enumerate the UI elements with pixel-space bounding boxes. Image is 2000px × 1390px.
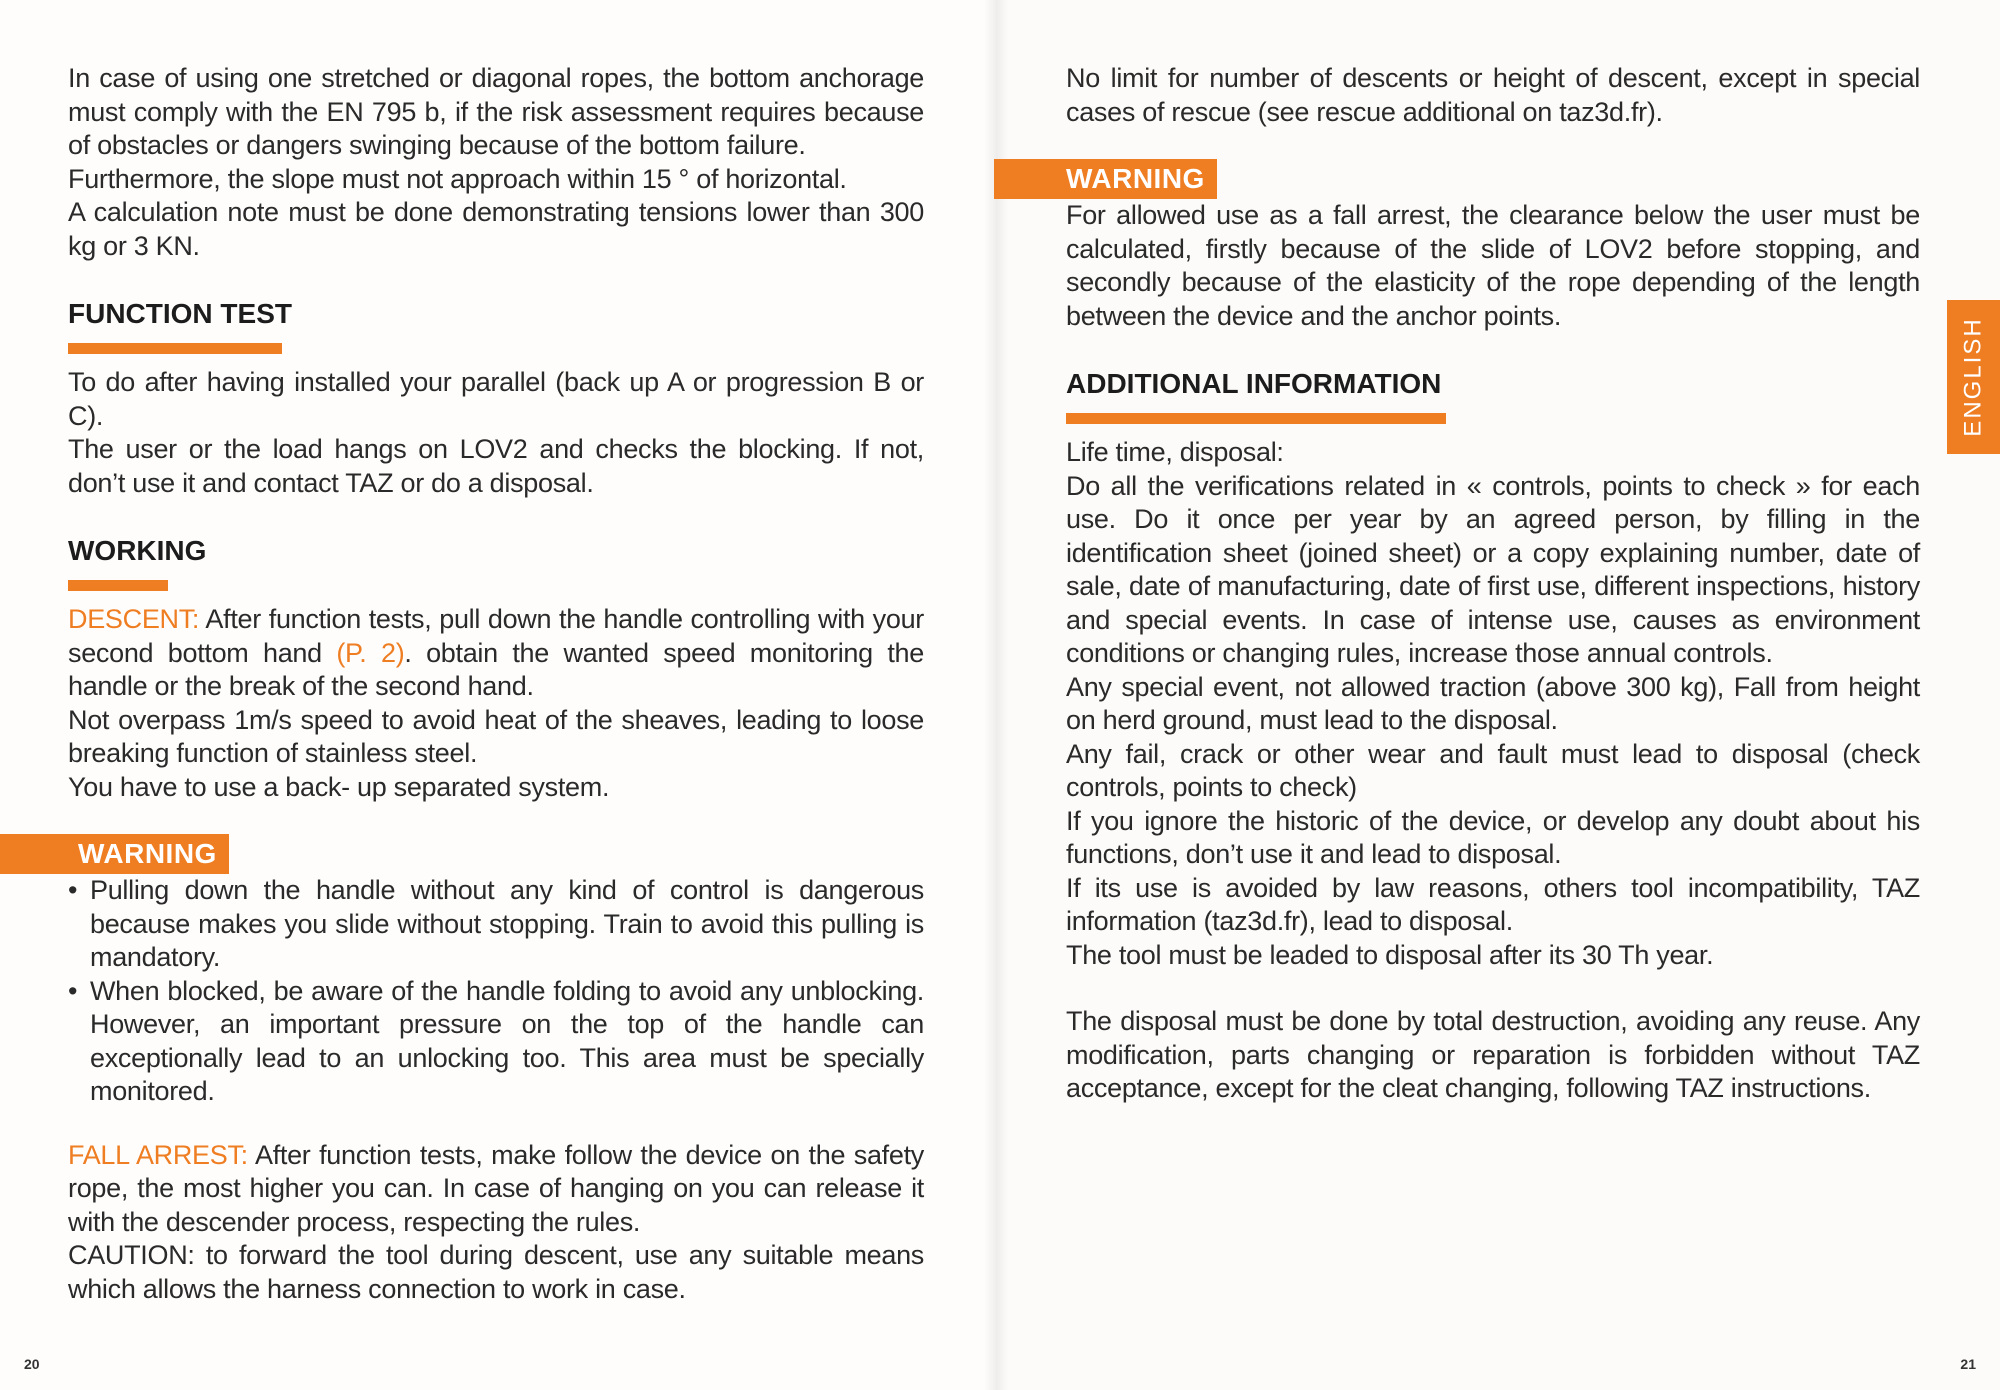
book-gutter: [984, 0, 1008, 1390]
intro-paragraph-1: In case of using one stretched or diagonal ropes, the bottom anchorage must comply with the EN 795 b, if the risk assessment requires because of obstacles or dangers swinging because of the bottom failure.: [68, 63, 924, 160]
fall-arrest-label: FALL ARREST:: [68, 1139, 248, 1170]
working-rule: [68, 580, 168, 591]
additional-paragraph-4: Any fail, crack or other wear and fault must lead to disposal (check controls, points to check): [1066, 738, 1920, 802]
additional-information-rule: [1066, 413, 1446, 424]
right-intro-paragraph: No limit for number of descents or height of descent, except in special cases of rescue (see rescue additional on taz3d.fr).: [1066, 63, 1920, 127]
right-warning-tag-wrapper: [994, 159, 1920, 199]
warning-tag-wrapper: [0, 834, 924, 874]
caution-paragraph: CAUTION: to forward the tool during descent, use any suitable means which allows the harness connection to work in case.: [68, 1240, 924, 1304]
additional-paragraph-3: Any special event, not allowed traction (above 300 kg), Fall from height on herd ground, must lead to the disposal.: [1066, 671, 1920, 735]
right-column: [1066, 62, 1920, 1106]
left-column: [68, 62, 924, 1306]
additional-paragraph-5: If you ignore the historic of the device, or develop any doubt about his functions, don’t use it and lead to disposal.: [1066, 805, 1920, 869]
working-paragraph-2: You have to use a back- up separated system.: [68, 771, 610, 802]
function-test-paragraph-1: To do after having installed your parallel (back up A or progression B or C).: [68, 367, 924, 431]
additional-paragraph-6: If its use is avoided by law reasons, others tool incompatibility, TAZ information (taz3d.fr), lead to disposal.: [1066, 872, 1920, 936]
warning-bullet-1: • Pulling down the handle without any kind of control is dangerous because makes you slide without stopping. Train to avoid this pulling is mandatory.: [68, 874, 924, 975]
intro-paragraph-3: A calculation note must be done demonstrating tensions lower than 300 kg or 3 KN.: [68, 197, 924, 261]
right-warning-tag: WARNING: [994, 159, 1217, 199]
additional-information-heading: ADDITIONAL INFORMATION: [1066, 368, 1442, 399]
descent-text-2: . obtain the wanted speed monitoring the handle or the break of the second hand.: [68, 637, 924, 701]
right-page-number: 21: [1960, 1356, 1976, 1372]
descent-text-1: After function tests, pull down the handle controlling with your second bottom hand: [68, 604, 924, 668]
function-test-heading: FUNCTION TEST: [68, 298, 292, 329]
function-test-rule: [68, 343, 282, 354]
disposal-closing-paragraph: The disposal must be done by total destruction, avoiding any reuse. Any modification, parts changing or reparation is forbidden without TAZ acceptance, except for the cleat changing, following TAZ instructions.: [1066, 1006, 1920, 1103]
warning-bullet-2: • When blocked, be aware of the handle folding to avoid any unblocking. However, an important pressure on the top of the handle can exceptionally lead to an unlocking too. This area must be specially monitored.: [68, 975, 924, 1109]
warning-list: [68, 874, 924, 1109]
left-page-number: 20: [24, 1356, 40, 1372]
right-warning-paragraph: For allowed use as a fall arrest, the clearance below the user must be calculated, firstly because of the slide of LOV2 before stopping, and secondly because of the elasticity of the rope depending of the length between the device and the anchor points.: [1066, 200, 1920, 331]
descent-label: DESCENT:: [68, 604, 200, 634]
warning-tag: WARNING: [0, 834, 229, 874]
function-test-paragraph-2: The user or the load hangs on LOV2 and checks the blocking. If not, don’t use it and contact TAZ or do a disposal.: [68, 434, 924, 498]
fall-arrest-text: After function tests, make follow the device on the safety rope, the most higher you can. In case of hanging on you can release it with the descender process, respecting the rules.: [68, 1139, 924, 1237]
additional-paragraph-1: Life time, disposal:: [1066, 437, 1284, 467]
working-heading: WORKING: [68, 535, 207, 566]
language-side-tab: [1947, 300, 2000, 454]
additional-paragraph-2: Do all the verifications related in « controls, points to check » for each use. Do it once per year by an agreed person, by filling in the identification sheet (joined sheet) or a copy explaining number, date of sale, date of manufacturing, date of first use, different inspections, history and special events. In case of intense use, causes as environment conditions or changing rules, increase those annual controls.: [1066, 470, 1920, 668]
intro-paragraph-2: Furthermore, the slope must not approach within 15 ° of horizontal.: [68, 163, 847, 194]
working-paragraph-1: Not overpass 1m/s speed to avoid heat of the sheaves, leading to loose breaking function of stainless steel.: [68, 704, 924, 768]
additional-paragraph-7: The tool must be leaded to disposal after its 30 Th year.: [1066, 939, 1714, 970]
fall-arrest-paragraph: [68, 1139, 924, 1240]
descent-paragraph: [68, 603, 924, 704]
page-reference: (P. 2): [336, 637, 405, 668]
language-tab-label: ENGLISH: [1959, 317, 1987, 437]
